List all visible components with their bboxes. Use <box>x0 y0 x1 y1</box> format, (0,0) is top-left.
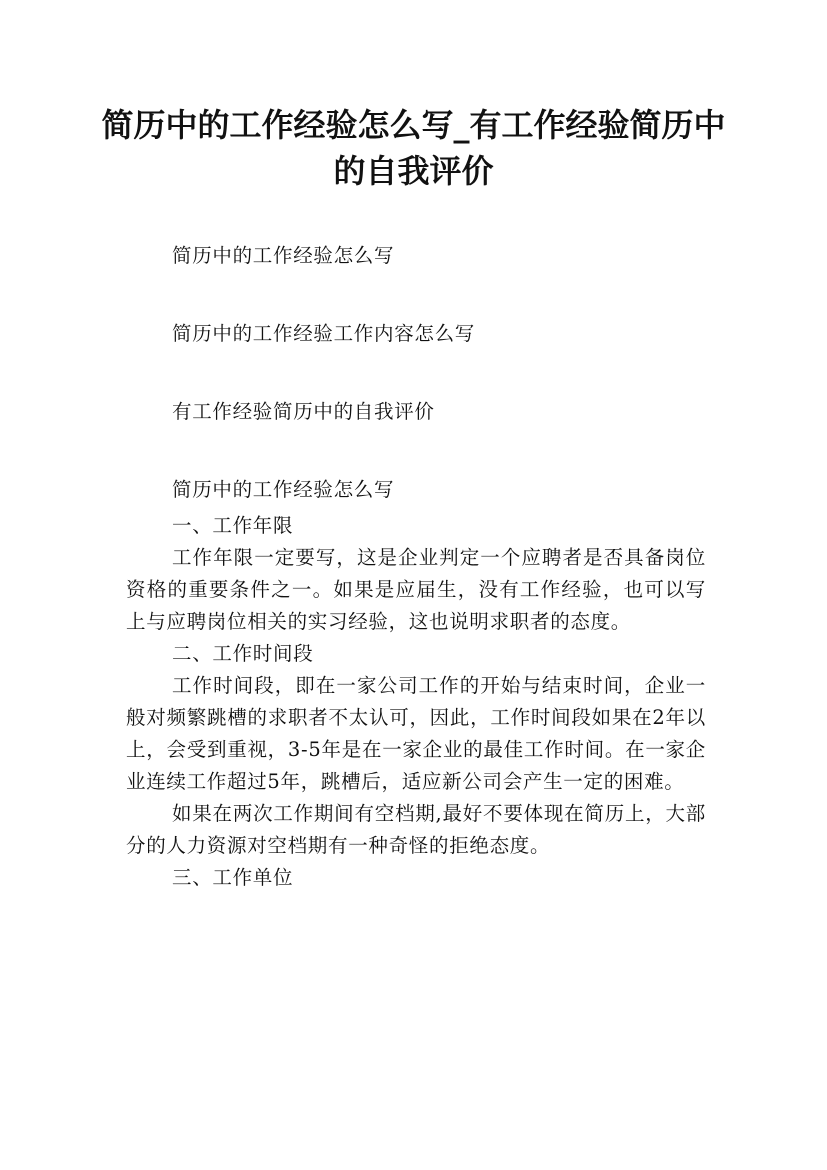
heading-work-period: 二、工作时间段 <box>172 642 314 665</box>
toc-item-3: 有工作经验简历中的自我评价 <box>172 400 435 423</box>
toc-item-1: 简历中的工作经验怎么写 <box>172 244 395 267</box>
paragraph-gap-period: 如果在两次工作期间有空档期,最好不要体现在简历上，大部分的人力资源对空档期有一种奇怪的拒绝态度。 <box>126 802 706 857</box>
document-body <box>126 510 706 894</box>
document-title: 简历中的工作经验怎么写_有工作经验简历中的自我评价 <box>101 106 726 190</box>
paragraph-work-years: 工作年限一定要写，这是企业判定一个应聘者是否具备岗位资格的重要条件之一。如果是应届生，没有工作经验，也可以写上与应聘岗位相关的实习经验，这也说明求职者的态度。 <box>126 546 706 633</box>
paragraph-work-period: 工作时间段，即在一家公司工作的开始与结束时间，企业一般对频繁跳槽的求职者不太认可，因此，工作时间段如果在2年以上，会受到重视，3-5年是在一家企业的最佳工作时间。在一家企业连续工作超过5年，跳槽后，适应新公司会产生一定的困难。 <box>126 674 706 793</box>
heading-work-years: 一、工作年限 <box>172 514 294 537</box>
heading-work-unit: 三、工作单位 <box>172 866 294 889</box>
section-title: 简历中的工作经验怎么写 <box>172 478 395 501</box>
toc-item-2: 简历中的工作经验工作内容怎么写 <box>172 322 476 345</box>
